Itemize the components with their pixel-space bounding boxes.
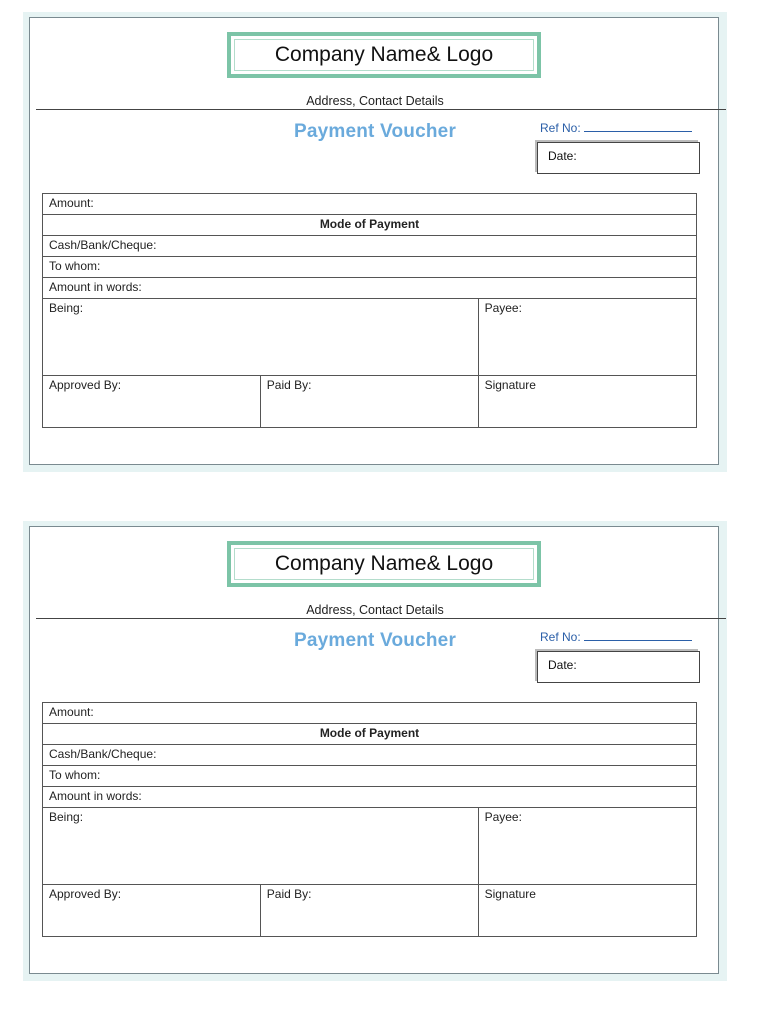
signature-cell[interactable]: Signature bbox=[478, 885, 696, 937]
header-divider bbox=[36, 109, 726, 110]
date-field[interactable] bbox=[537, 651, 700, 683]
ref-no-field[interactable] bbox=[540, 630, 692, 644]
table-row bbox=[43, 766, 697, 787]
signature-cell[interactable]: Signature bbox=[478, 376, 696, 428]
voucher-form-table bbox=[42, 193, 697, 428]
table-row bbox=[43, 299, 697, 376]
table-row bbox=[43, 808, 697, 885]
amount-in-words-cell[interactable]: Amount in words: bbox=[43, 278, 697, 299]
cash-bank-cheque-cell[interactable]: Cash/Bank/Cheque: bbox=[43, 745, 697, 766]
voucher-form-table bbox=[42, 702, 697, 937]
payment-voucher-1 bbox=[23, 12, 727, 472]
payee-cell[interactable]: Payee: bbox=[478, 299, 696, 376]
mode-of-payment-header: Mode of Payment bbox=[43, 724, 697, 745]
table-row bbox=[43, 194, 697, 215]
date-label: Date: bbox=[548, 149, 577, 163]
ref-no-field[interactable] bbox=[540, 121, 692, 135]
ref-no-line bbox=[584, 122, 692, 132]
address-contact: Address, Contact Details bbox=[306, 603, 444, 617]
table-row bbox=[43, 215, 697, 236]
amount-cell[interactable]: Amount: bbox=[43, 703, 697, 724]
to-whom-cell[interactable]: To whom: bbox=[43, 766, 697, 787]
company-logo-box bbox=[227, 541, 541, 587]
table-row bbox=[43, 703, 697, 724]
voucher-sheet bbox=[29, 17, 719, 465]
to-whom-cell[interactable]: To whom: bbox=[43, 257, 697, 278]
address-contact: Address, Contact Details bbox=[306, 94, 444, 108]
being-cell[interactable]: Being: bbox=[43, 808, 479, 885]
header-divider bbox=[36, 618, 726, 619]
table-row bbox=[43, 787, 697, 808]
company-name: Company Name& Logo bbox=[274, 43, 494, 66]
table-row bbox=[43, 885, 697, 937]
table-row bbox=[43, 236, 697, 257]
amount-cell[interactable]: Amount: bbox=[43, 194, 697, 215]
table-row bbox=[43, 745, 697, 766]
ref-no-line bbox=[584, 631, 692, 641]
table-row bbox=[43, 724, 697, 745]
paid-by-cell[interactable]: Paid By: bbox=[260, 885, 478, 937]
payment-voucher-2 bbox=[23, 521, 727, 981]
voucher-sheet bbox=[29, 526, 719, 974]
approved-by-cell[interactable]: Approved By: bbox=[43, 885, 261, 937]
approved-by-cell[interactable]: Approved By: bbox=[43, 376, 261, 428]
ref-no-label: Ref No: bbox=[540, 630, 581, 644]
payee-cell[interactable]: Payee: bbox=[478, 808, 696, 885]
ref-no-label: Ref No: bbox=[540, 121, 581, 135]
company-logo-box bbox=[227, 32, 541, 78]
table-row bbox=[43, 278, 697, 299]
amount-in-words-cell[interactable]: Amount in words: bbox=[43, 787, 697, 808]
mode-of-payment-header: Mode of Payment bbox=[43, 215, 697, 236]
date-label: Date: bbox=[548, 658, 577, 672]
date-field[interactable] bbox=[537, 142, 700, 174]
voucher-title: Payment Voucher bbox=[293, 121, 457, 142]
company-name: Company Name& Logo bbox=[274, 552, 494, 575]
being-cell[interactable]: Being: bbox=[43, 299, 479, 376]
table-row bbox=[43, 257, 697, 278]
table-row bbox=[43, 376, 697, 428]
cash-bank-cheque-cell[interactable]: Cash/Bank/Cheque: bbox=[43, 236, 697, 257]
voucher-title: Payment Voucher bbox=[293, 630, 457, 651]
paid-by-cell[interactable]: Paid By: bbox=[260, 376, 478, 428]
